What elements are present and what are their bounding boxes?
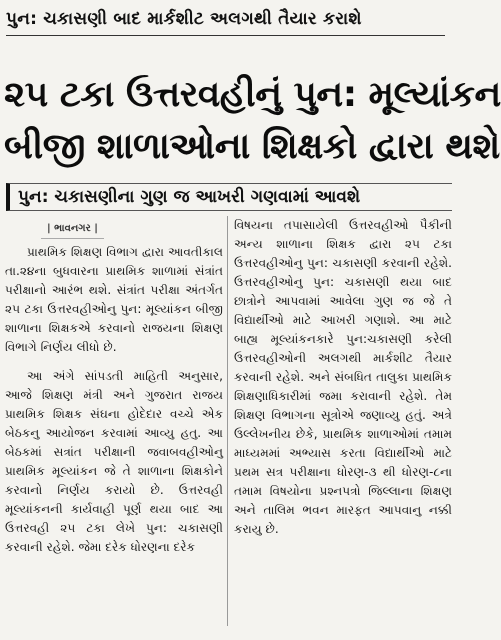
headline-line-1: ૨૫ ટકા ઉત્તરવહીનું પુન: મૂલ્યાંકન (4, 74, 501, 115)
article-column-left (5, 218, 223, 557)
left-paragraph-1: પ્રાથમિક શિક્ષણ વિભાગ દ્વારા આવતીકાલ તા.૨૪ના બુધવારના પ્રાથમિક શાળામાં સંત્રાંત પરીક્ષાનો આરંભ થશે. સંત્રાંત પરીક્ષા અંતર્ગત ૨૫ ટકા ઉત્તરવહીઓનુ પુન: મૂલ્યાંકન બીજી શાળાના શિક્ષકએ કરવાનો રાજયના શિક્ષણ વિભાગે નિર્ણય લીધો છે. (5, 245, 223, 354)
right-paragraph-1: વિષયના તપાસાયેલી ઉત્તરવહીઓ પૈકીની અન્ય શાળાના શિક્ષક દ્વારા ૨૫ ટકા ઉત્તરવહીઓનુ પુન: ચકાસણી કરવાની રહેશે. ઉત્તરવહીઓનુ પુન: ચકાસણી થયા બાદ છાત્રોને આપવામાં આવેલા ગુણ જ જે તે વિદ્યાર્થીઓ માટે આખરી ગણાશે. આ માટે બાહ્ય મૂલ્યાંકનકારે પુન:ચકાસણી કરેલી ઉત્તરવહીઓની અલગથી માર્કશીટ તૈયાર કરવાની રહેશે. અને સંબધિત તાલુકા પ્રાથમિક શિક્ષણાધિકારીમાં જમા કરાવાની રહેશે. તેમ શિક્ષણ વિભાગના સૂત્રોએ જણાવ્યુ હતું. અત્રે ઉલ્લેખનીય છેકે, પ્રાથમિક શાળાઓમાં તમામ માધ્યમમાં અભ્યાસ કરતા વિદ્યાર્થીઓ માટે પ્રથમ સત્ર પરીક્ષાના ધોરણ-૩ થી ધોરણ-૮ના તમામ વિષયોના પ્રશ્નપત્રો જિલ્લાના શિક્ષણ અને તાલિમ ભવન મારફત આપવાનુ નક્કી કરાયુ છે. (234, 218, 452, 536)
article-subhead: પુન: ચકાસણીના ગુણ જ આખરી ગણવામાં આવશે (6, 183, 452, 211)
kicker-divider (6, 35, 445, 36)
headline-line-2: બીજી શાળાઓના શિક્ષકો દ્વારા થશે (4, 126, 500, 167)
article-column-right (234, 216, 452, 539)
left-paragraph-2: આ અંગે સાંપડતી માહિતી અનુસાર, આજે શિક્ષણ મંત્રી અને ગુજરાત રાજય પ્રાથમિક શિક્ષક સંઘના હોદેદાર વચ્ચે એક બેઠકનુ આયોજન કરવામાં આવ્યુ હતુ. આ બેઠકમાં સત્રાંત પરીક્ષાની જવાબવહીઓનુ પ્રાથમિક મૂલ્યાંકન જે તે શાળાના શિક્ષકોને કરવાનો નિર્ણય કરાયો છે. ઉત્તરવહી મૂલ્યાંકનની કાર્યવાહી પૂર્ણ થયા બાદ આ ઉત્તરવહી ૨૫ ટકા લેખે પુન: ચકાસણી કરવાની રહેશે. જેમા દરેક ધોરણના દરેક (5, 369, 223, 554)
dateline: | ભાવનગર | (41, 219, 104, 239)
dateline-text: ભાવનગર (54, 223, 91, 234)
article-kicker: પુન: ચકાસણી બાદ માર્કશીટ અલગથી તૈયાર કરાશે (6, 9, 362, 29)
column-divider (227, 216, 228, 626)
